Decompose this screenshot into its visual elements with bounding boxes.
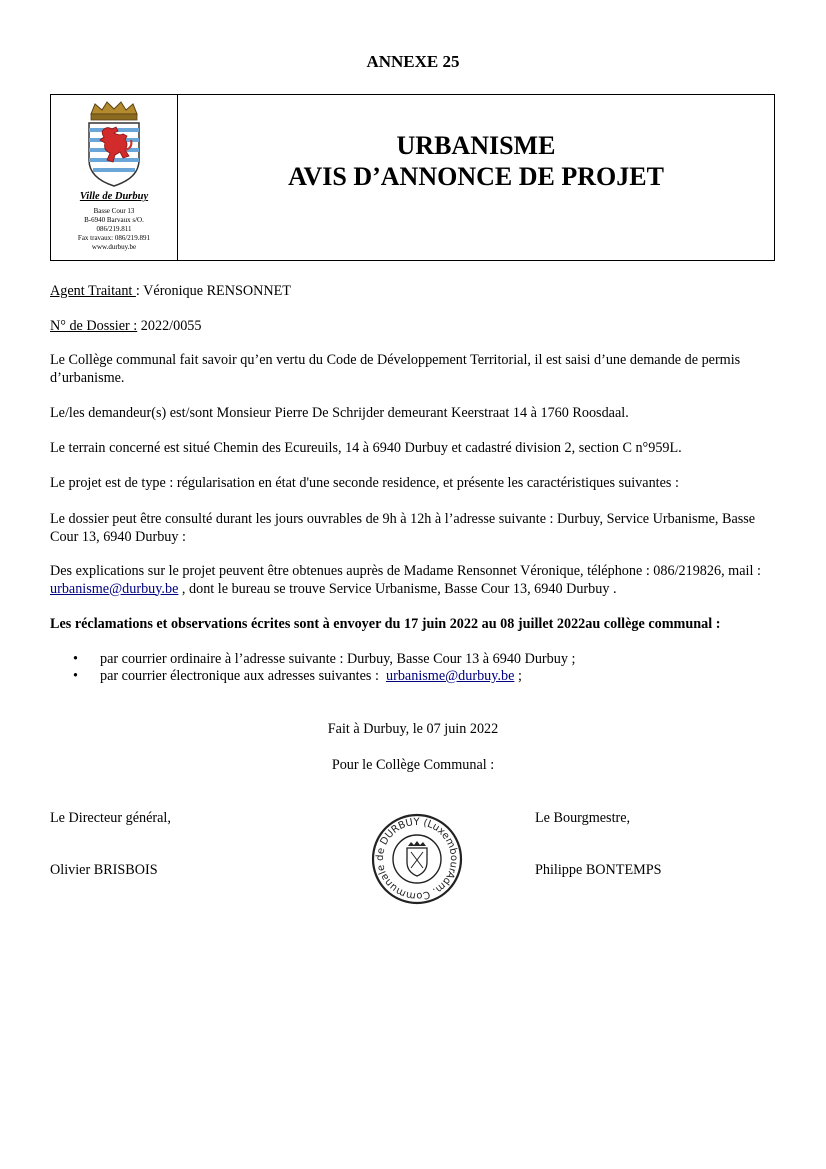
address-line: Basse Cour 13	[93, 207, 135, 215]
postal-line: B-6940 Barvaux s/O.	[84, 216, 144, 224]
paragraph-demandeur: Le/les demandeur(s) est/sont Monsieur Pierre De Schrijder demeurant Keerstraat 14 à 1760 Roosdaal.	[50, 405, 629, 421]
communal-stamp	[370, 812, 464, 911]
dossier-label: N° de Dossier :	[50, 318, 138, 334]
svg-text:Adm. Communale de DURBUY (Luxe: Adm. Communale de DURBUY (Luxembourg)	[374, 816, 460, 902]
place-date: Fait à Durbuy, le 07 juin 2022	[327, 721, 499, 737]
paragraph-projet: Le projet est de type : régularisation en état d'une seconde residence, et présente les caractéristiques suivantes :	[50, 475, 679, 491]
bullet-icon: •	[73, 651, 78, 667]
title-urbanisme: URBANISME	[396, 131, 556, 160]
bullet-electronique-text: par courrier électronique aux adresses suivantes :	[100, 668, 387, 684]
bullet-electronique-end: ;	[514, 668, 522, 684]
left-signatory-name: Olivier BRISBOIS	[50, 862, 158, 878]
paragraph-reclamations: Les réclamations et observations écrites sont à envoyer du 17 juin 2022 au 08 juillet 2022au collège communal :	[50, 616, 721, 632]
agent-label: Agent Traitant	[50, 283, 136, 299]
right-signatory-title: Le Bourgmestre,	[535, 810, 631, 826]
paragraph-explications	[50, 563, 780, 598]
logo-cell	[51, 95, 178, 260]
bullet-icon: •	[73, 668, 78, 684]
fax-line: Fax travaux: 086/219.891	[77, 234, 151, 242]
title-avis: AVIS D’ANNONCE DE PROJET	[288, 162, 664, 191]
bullet-electronique	[100, 668, 522, 685]
agent-line	[50, 283, 780, 301]
left-signatory-title: Le Directeur général,	[50, 810, 171, 826]
stamp-seal-icon	[370, 812, 464, 906]
dossier-line	[50, 318, 780, 336]
paragraph-terrain: Le terrain concerné est situé Chemin des Ecureuils, 14 à 6940 Durbuy et cadastré division 2, section C n°959L.	[50, 440, 682, 456]
email-link-bullet[interactable]: urbanisme@durbuy.be	[386, 668, 515, 684]
phone-line: 086/219.811	[96, 225, 132, 233]
right-signatory-name: Philippe BONTEMPS	[535, 862, 662, 878]
email-link[interactable]: urbanisme@durbuy.be	[50, 580, 179, 597]
website-line: www.durbuy.be	[91, 243, 137, 251]
title-cell	[178, 95, 774, 260]
paragraph-college: Le Collège communal fait savoir qu’en vertu du Code de Développement Territorial, il est saisi d’une demande de permis d’urbanisme.	[50, 352, 741, 386]
explications-text: Des explications sur le projet peuvent être obtenues auprès de Madame Rensonnet Véronique, téléphone : 086/219826, mail :	[50, 563, 761, 579]
explications-text-end: , dont le bureau se trouve Service Urbanisme, Basse Cour 13, 6940 Durbuy .	[178, 580, 617, 597]
header-box	[50, 94, 775, 261]
for-college: Pour le Collège Communal :	[331, 757, 495, 773]
agent-value: : Véronique RENSONNET	[135, 283, 291, 299]
dossier-value: 2022/0055	[137, 318, 202, 334]
annexe-heading: ANNEXE 25	[366, 52, 460, 71]
bullet-courrier: par courrier ordinaire à l’adresse suivante : Durbuy, Basse Cour 13 à 6940 Durbuy ;	[100, 651, 576, 667]
durbuy-coat-of-arms-icon	[85, 100, 143, 190]
town-name: Ville de Durbuy	[79, 191, 149, 202]
paragraph-consultation: Le dossier peut être consulté durant les jours ouvrables de 9h à 12h à l’adresse suivante : Durbuy, Service Urbanisme, Basse Cour 13, 6940 Durbuy :	[50, 511, 756, 545]
